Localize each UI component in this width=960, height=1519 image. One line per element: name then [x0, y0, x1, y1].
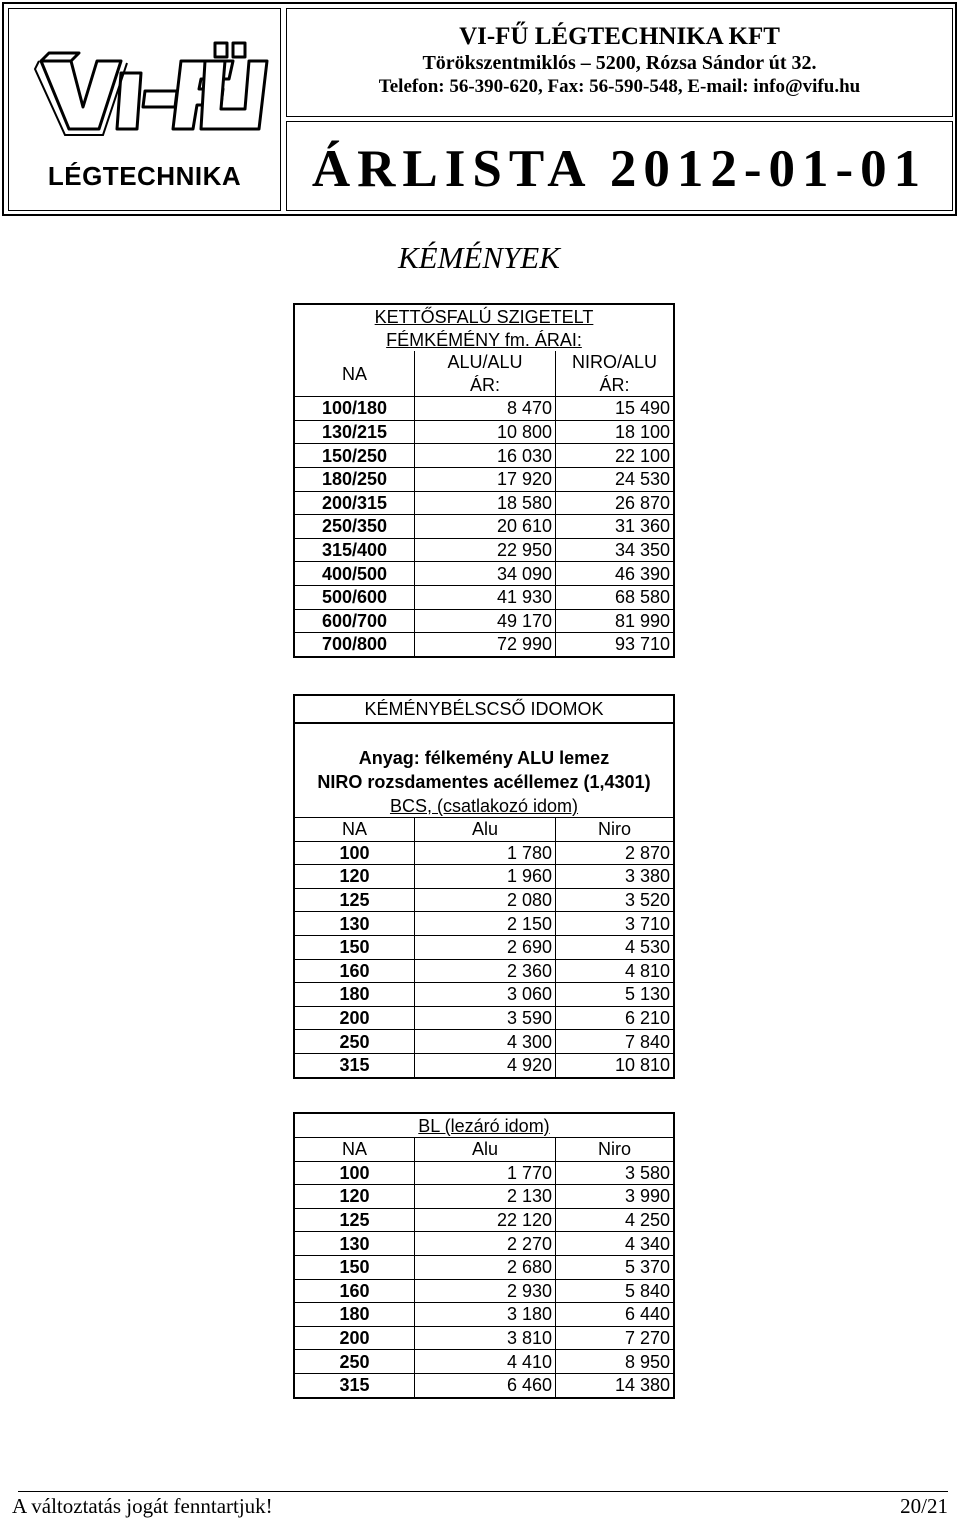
col-header-alu-price: ÁR: [415, 374, 556, 397]
company-name: VI-FŰ LÉGTECHNIKA KFT [459, 23, 780, 50]
price-grid [295, 351, 673, 656]
cell-size: 400/500 [295, 562, 415, 586]
cell-size: 180 [295, 983, 415, 1007]
cell-niro-price: 8 950 [556, 1350, 674, 1374]
cell-alu-price: 2 680 [415, 1255, 556, 1279]
table-row [295, 444, 673, 468]
cell-alu-price: 8 470 [415, 397, 556, 421]
cell-size: 700/800 [295, 633, 415, 656]
cell-alu-price: 72 990 [415, 633, 556, 656]
table-row [295, 1232, 673, 1256]
price-grid [295, 1137, 673, 1397]
material-note-niro: NIRO rozsdamentes acéllemez (1,4301) [317, 772, 651, 792]
cell-alu-price: 6 460 [415, 1373, 556, 1396]
cell-alu-price: 41 930 [415, 585, 556, 609]
cell-niro-price: 4 530 [556, 935, 674, 959]
cell-niro-price: 5 370 [556, 1255, 674, 1279]
cell-niro-price: 4 250 [556, 1208, 674, 1232]
table-row [295, 912, 673, 936]
vifu-logo-icon [9, 9, 280, 159]
cell-niro-price: 6 210 [556, 1006, 674, 1030]
col-header-na: NA [295, 351, 415, 397]
cell-size: 315/400 [295, 538, 415, 562]
cell-alu-price: 3 180 [415, 1303, 556, 1327]
table-row [295, 983, 673, 1007]
cell-niro-price: 2 870 [556, 841, 674, 865]
col-header-na: NA [295, 818, 415, 842]
cell-alu-price: 1 770 [415, 1161, 556, 1185]
cell-size: 120 [295, 865, 415, 889]
cell-size: 150 [295, 935, 415, 959]
cell-alu-price: 4 300 [415, 1030, 556, 1054]
cell-alu-price: 3 810 [415, 1326, 556, 1350]
cell-niro-price: 93 710 [556, 633, 674, 656]
col-header-alu: Alu [415, 818, 556, 842]
col-header-na: NA [295, 1138, 415, 1162]
cell-alu-price: 17 920 [415, 467, 556, 491]
cell-size: 160 [295, 1279, 415, 1303]
logo-caption: LÉGTECHNIKA [47, 161, 242, 191]
cell-size: 180 [295, 1303, 415, 1327]
cell-alu-price: 34 090 [415, 562, 556, 586]
cell-niro-price: 46 390 [556, 562, 674, 586]
cell-alu-price: 22 120 [415, 1208, 556, 1232]
cell-size: 130/215 [295, 420, 415, 444]
cell-size: 200 [295, 1006, 415, 1030]
cell-niro-price: 3 580 [556, 1161, 674, 1185]
table-row [295, 865, 673, 889]
cell-niro-price: 3 520 [556, 888, 674, 912]
cell-niro-price: 31 360 [556, 515, 674, 539]
cell-size: 160 [295, 959, 415, 983]
table-row [295, 1208, 673, 1232]
cell-alu-price: 4 410 [415, 1350, 556, 1374]
table-header-row [295, 351, 673, 374]
table-row [295, 515, 673, 539]
table-row [295, 562, 673, 586]
cell-alu-price: 22 950 [415, 538, 556, 562]
table-row [295, 467, 673, 491]
table-row [295, 609, 673, 633]
cell-niro-price: 3 710 [556, 912, 674, 936]
col-header-alu: ALU/ALU [415, 351, 556, 374]
fittings-heading: KÉMÉNYBÉLSCSŐ IDOMOK [295, 696, 673, 724]
cell-alu-price: 49 170 [415, 609, 556, 633]
cell-size: 180/250 [295, 467, 415, 491]
cell-niro-price: 4 340 [556, 1232, 674, 1256]
table-row [295, 397, 673, 421]
cell-niro-price: 26 870 [556, 491, 674, 515]
cell-alu-price: 2 130 [415, 1185, 556, 1209]
cell-size: 120 [295, 1185, 415, 1209]
cell-alu-price: 3 590 [415, 1006, 556, 1030]
table-caption-line1: KETTŐSFALÚ SZIGETELT [374, 307, 594, 327]
cell-size: 100 [295, 1161, 415, 1185]
price-grid [295, 817, 673, 1077]
cell-niro-price: 34 350 [556, 538, 674, 562]
cell-size: 100 [295, 841, 415, 865]
cell-alu-price: 18 580 [415, 491, 556, 515]
table-row [295, 888, 673, 912]
cell-alu-price: 2 360 [415, 959, 556, 983]
table-caption: BL (lezáró idom) [418, 1116, 550, 1136]
cell-alu-price: 4 920 [415, 1053, 556, 1076]
cell-size: 200 [295, 1326, 415, 1350]
cell-size: 315 [295, 1053, 415, 1076]
table-row [295, 1350, 673, 1374]
page-number: 20/21 [900, 1494, 948, 1518]
cell-alu-price: 20 610 [415, 515, 556, 539]
table-row [295, 1053, 673, 1076]
chimney-price-table [293, 303, 675, 658]
cell-alu-price: 1 960 [415, 865, 556, 889]
company-info [286, 8, 953, 117]
company-address: Törökszentmiklós – 5200, Rózsa Sándor út 32. [422, 52, 817, 74]
table-row [295, 420, 673, 444]
cell-alu-price: 1 780 [415, 841, 556, 865]
cell-niro-price: 5 130 [556, 983, 674, 1007]
cell-alu-price: 2 080 [415, 888, 556, 912]
table-row [295, 1303, 673, 1327]
table-row [295, 538, 673, 562]
col-header-niro: NIRO/ALU [571, 352, 658, 373]
cell-niro-price: 10 810 [556, 1053, 674, 1076]
cell-niro-price: 5 840 [556, 1279, 674, 1303]
cell-size: 250 [295, 1030, 415, 1054]
cell-niro-price: 6 440 [556, 1303, 674, 1327]
section-title: KÉMÉNYEK [398, 240, 560, 275]
col-header-niro: Niro [556, 818, 674, 842]
cell-alu-price: 16 030 [415, 444, 556, 468]
table-row [295, 1161, 673, 1185]
cell-alu-price: 10 800 [415, 420, 556, 444]
col-header-niro-price: ÁR: [599, 374, 630, 395]
cell-size: 100/180 [295, 397, 415, 421]
cell-size: 500/600 [295, 585, 415, 609]
cell-alu-price: 2 150 [415, 912, 556, 936]
cell-size: 600/700 [295, 609, 415, 633]
table-row [295, 959, 673, 983]
table-header-row [295, 1138, 673, 1162]
company-logo [8, 8, 281, 211]
cell-size: 250 [295, 1350, 415, 1374]
table-row [295, 491, 673, 515]
cell-niro-price: 22 100 [556, 444, 674, 468]
document-title: ÁRLISTA 2012-01-01 [286, 121, 953, 211]
cell-size: 315 [295, 1373, 415, 1396]
cell-niro-price: 3 380 [556, 865, 674, 889]
cell-size: 150/250 [295, 444, 415, 468]
table-row [295, 1030, 673, 1054]
cell-niro-price: 4 810 [556, 959, 674, 983]
cell-niro-price: 24 530 [556, 467, 674, 491]
table-row [295, 841, 673, 865]
cell-niro-price: 14 380 [556, 1373, 674, 1396]
table-caption-line2: FÉMKÉMÉNY fm. ÁRAI: [386, 330, 582, 350]
table-caption: BCS, (csatlakozó idom) [389, 796, 579, 816]
cell-niro-price: 7 270 [556, 1326, 674, 1350]
table-row [295, 1255, 673, 1279]
table-row [295, 1373, 673, 1396]
table-row [295, 1279, 673, 1303]
cell-niro-price: 68 580 [556, 585, 674, 609]
col-header-niro: Niro [556, 1138, 674, 1162]
company-contact: Telefon: 56-390-620, Fax: 56-590-548, E-mail: info@vifu.hu [378, 76, 861, 97]
material-note-alu: Anyag: félkemény ALU lemez [358, 748, 610, 768]
cell-niro-price: 7 840 [556, 1030, 674, 1054]
table-row [295, 935, 673, 959]
table-row [295, 1006, 673, 1030]
col-header-alu: Alu [415, 1138, 556, 1162]
cell-alu-price: 3 060 [415, 983, 556, 1007]
table-row [295, 1326, 673, 1350]
cell-niro-price: 18 100 [556, 420, 674, 444]
cell-alu-price: 2 930 [415, 1279, 556, 1303]
cell-size: 150 [295, 1255, 415, 1279]
table-row [295, 585, 673, 609]
table-row [295, 633, 673, 656]
cell-niro-price: 15 490 [556, 397, 674, 421]
cell-size: 130 [295, 912, 415, 936]
table-row [295, 1185, 673, 1209]
cell-size: 250/350 [295, 515, 415, 539]
cell-size: 200/315 [295, 491, 415, 515]
end-cap-table [293, 1112, 675, 1399]
footer-divider [18, 1491, 948, 1492]
table-header-row [295, 818, 673, 842]
cell-alu-price: 2 270 [415, 1232, 556, 1256]
cell-niro-price: 3 990 [556, 1185, 674, 1209]
cell-size: 125 [295, 888, 415, 912]
footer-note: A változtatás jogát fenntartjuk! [12, 1494, 273, 1518]
page-header [2, 2, 957, 216]
fittings-table [293, 694, 675, 1079]
cell-size: 130 [295, 1232, 415, 1256]
cell-size: 125 [295, 1208, 415, 1232]
cell-alu-price: 2 690 [415, 935, 556, 959]
cell-niro-price: 81 990 [556, 609, 674, 633]
